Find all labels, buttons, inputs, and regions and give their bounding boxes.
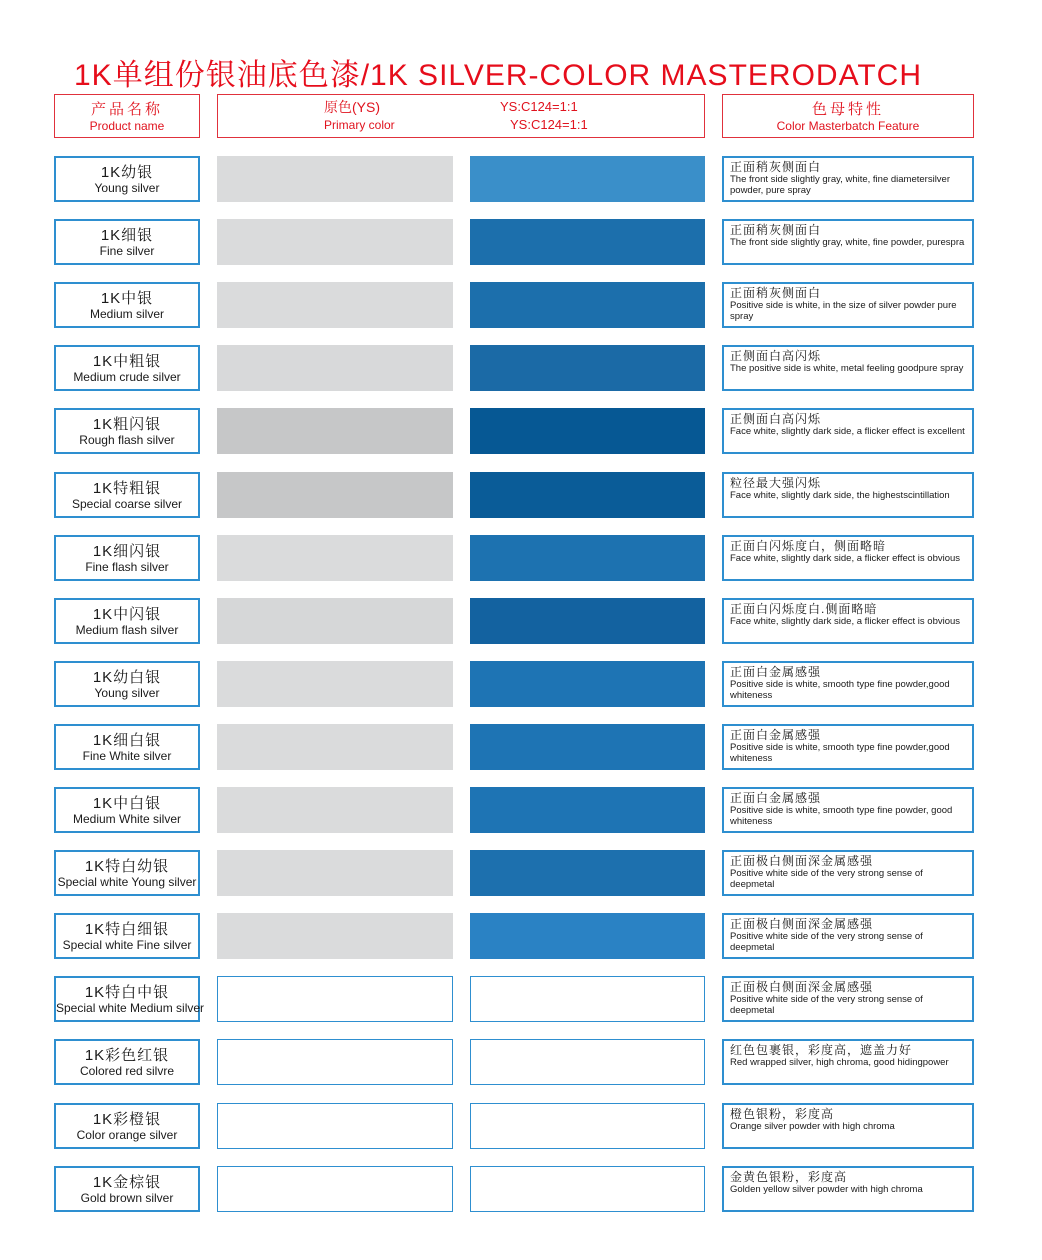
mix-color-swatch [470,976,705,1022]
mix-color-swatch [470,850,705,896]
feature-cell [722,598,974,644]
primary-color-swatch [217,535,453,581]
product-name-zh: 1K彩橙银 [92,1111,162,1128]
feature-zh: 正面稍灰侧面白 [730,286,822,300]
feature-en: Face white, slightly dark side, a flicker effect is excellent [730,426,965,437]
mix-color-swatch [470,472,705,518]
product-name-cell [54,661,200,707]
product-name-en: Gold brown silver [80,1191,174,1205]
primary-color-swatch [217,1166,453,1212]
primary-color-swatch [217,850,453,896]
product-name-cell [54,724,200,770]
product-name-en: Color orange silver [76,1128,178,1142]
feature-cell [722,1103,974,1149]
primary-color-swatch [217,408,453,454]
header-feature [722,94,974,138]
product-name-zh: 1K中粗银 [92,353,162,370]
header-feature-en: Color Masterbatch Feature [776,119,920,133]
product-name-cell [54,976,205,1022]
feature-zh: 正侧面白高闪烁 [730,412,822,426]
product-name-zh: 1K中闪银 [92,606,162,623]
feature-zh: 粒径最大强闪烁 [730,476,822,490]
product-name-zh: 1K细银 [100,227,154,244]
feature-zh: 金黄色银粉，彩度高 [730,1170,848,1184]
primary-color-swatch [217,282,453,328]
feature-cell [722,472,974,518]
product-name-en: Special white Medium silver [56,1001,205,1015]
product-name-cell [54,1166,200,1212]
product-name-cell [54,219,200,265]
primary-color-swatch [217,156,453,202]
feature-zh: 正面白闪烁度白.侧面略暗 [730,602,878,616]
product-name-en: Colored red silvre [79,1064,175,1078]
header-product-en: Product name [89,119,165,133]
mix-color-swatch [470,1166,705,1212]
mix-color-swatch [470,219,705,265]
feature-en: The positive side is white, metal feeling goodpure spray [730,363,964,374]
primary-color-swatch [217,1103,453,1149]
product-name-zh: 1K幼银 [100,164,154,181]
product-name-en: Young silver [94,686,160,700]
feature-cell [722,1039,974,1085]
feature-en: Positive side is white, in the size of silver powder pure spray [730,300,957,322]
feature-cell [722,535,974,581]
header-primary-zh: 原色(YS) [324,99,380,115]
mix-color-swatch [470,1103,705,1149]
product-name-en: Fine White silver [82,749,172,763]
feature-cell [722,850,974,896]
product-name-zh: 1K细闪银 [92,543,162,560]
mix-color-swatch [470,345,705,391]
header-product-zh: 产品名称 [90,101,163,118]
product-name-cell [54,598,200,644]
mix-color-swatch [470,913,705,959]
feature-cell [722,724,974,770]
product-name-zh: 1K中白银 [92,795,162,812]
feature-cell [722,345,974,391]
mix-color-swatch [470,598,705,644]
feature-cell [722,282,974,328]
header-product-name [54,94,200,138]
feature-en: Orange silver powder with high chroma [730,1121,895,1132]
mix-color-swatch [470,156,705,202]
product-name-cell [54,1103,200,1149]
header-primary-color [217,94,705,138]
feature-en: Positive side is white, smooth type fine powder, good whiteness [730,805,953,827]
mix-color-swatch [470,282,705,328]
product-name-cell [54,1039,200,1085]
product-name-cell [54,282,200,328]
feature-zh: 正面极白侧面深金属感强 [730,854,874,868]
feature-en: The front side slightly gray, white, fine diametersilver powder, pure spray [730,174,950,196]
mix-color-swatch [470,724,705,770]
product-name-cell [54,787,200,833]
header-ratio-1: YS:C124=1:1 [500,99,578,114]
feature-cell [722,408,974,454]
product-name-zh: 1K特白细银 [84,921,170,938]
product-name-zh: 1K特白幼银 [84,858,170,875]
feature-en: Positive white side of the very strong sense of deepmetal [730,931,923,953]
product-name-zh: 1K粗闪银 [92,416,162,433]
primary-color-swatch [217,1039,453,1085]
primary-color-swatch [217,661,453,707]
product-name-en: Special white Young silver [57,875,197,889]
primary-color-swatch [217,345,453,391]
feature-en: The front side slightly gray, white, fine powder, purespra [730,237,965,248]
primary-color-swatch [217,976,453,1022]
feature-cell [722,661,974,707]
feature-cell [722,156,974,202]
feature-zh: 正面极白侧面深金属感强 [730,980,874,994]
feature-cell [722,219,974,265]
feature-zh: 正面稍灰侧面白 [730,223,822,237]
product-name-en: Special white Fine silver [62,938,192,952]
product-name-cell [54,408,200,454]
product-name-cell [54,345,200,391]
feature-en: Golden yellow silver powder with high chroma [730,1184,923,1195]
product-name-en: Fine silver [99,244,155,258]
mix-color-swatch [470,787,705,833]
feature-cell [722,913,974,959]
product-name-zh: 1K特粗银 [92,480,162,497]
product-name-en: Special coarse silver [71,497,183,511]
primary-color-swatch [217,724,453,770]
feature-en: Face white, slightly dark side, the highestscintillation [730,490,950,501]
primary-color-swatch [217,787,453,833]
product-name-zh: 1K幼白银 [92,669,162,686]
product-name-en: Medium silver [89,307,164,321]
primary-color-swatch [217,472,453,518]
primary-color-swatch [217,219,453,265]
feature-cell [722,976,974,1022]
mix-color-swatch [470,661,705,707]
product-name-zh: 1K细白银 [92,732,162,749]
product-name-en: Medium White silver [72,812,182,826]
product-name-en: Medium flash silver [75,623,179,637]
product-name-en: Young silver [94,181,160,195]
header-ratio-2: YS:C124=1:1 [510,117,588,132]
feature-en: Positive white side of the very strong sense of deepmetal [730,868,923,890]
product-name-en: Medium crude silver [73,370,181,384]
product-name-zh: 1K金棕银 [92,1174,162,1191]
product-name-zh: 1K彩色红银 [84,1047,170,1064]
mix-color-swatch [470,1039,705,1085]
product-name-en: Rough flash silver [79,433,175,447]
feature-en: Red wrapped silver, high chroma, good hidingpower [730,1057,949,1068]
feature-en: Positive side is white, smooth type fine powder,good whiteness [730,742,950,764]
feature-en: Face white, slightly dark side, a flicker effect is obvious [730,616,961,627]
feature-zh: 正面白金属感强 [730,665,822,679]
feature-zh: 正侧面白高闪烁 [730,349,822,363]
product-name-cell [54,850,200,896]
mix-color-swatch [470,408,705,454]
primary-color-swatch [217,913,453,959]
page-title: 1K单组份银油底色漆/1K SILVER-COLOR MASTERODATCH [74,59,923,92]
feature-en: Face white, slightly dark side, a flicker effect is obvious [730,553,961,564]
product-name-zh: 1K特白中银 [84,984,170,1001]
product-name-zh: 1K中银 [100,290,154,307]
product-name-cell [54,156,200,202]
product-name-cell [54,913,200,959]
header-feature-zh: 色母特性 [811,101,884,118]
product-name-cell [54,472,200,518]
feature-zh: 正面白金属感强 [730,728,822,742]
feature-zh: 正面极白侧面深金属感强 [730,917,874,931]
product-name-en: Fine flash silver [85,560,169,574]
feature-zh: 橙色银粉，彩度高 [730,1107,835,1121]
product-name-cell [54,535,200,581]
feature-zh: 正面白金属感强 [730,791,822,805]
feature-zh: 正面稍灰侧面白 [730,160,822,174]
feature-zh: 正面白闪烁度白，侧面略暗 [730,539,887,553]
feature-en: Positive side is white, smooth type fine powder,good whiteness [730,679,950,701]
feature-cell [722,1166,974,1212]
feature-cell [722,787,974,833]
feature-en: Positive white side of the very strong sense of deepmetal [730,994,923,1016]
header-primary-en: Primary color [324,118,395,132]
primary-color-swatch [217,598,453,644]
mix-color-swatch [470,535,705,581]
feature-zh: 红色包裹银，彩度高，遮盖力好 [730,1043,913,1057]
